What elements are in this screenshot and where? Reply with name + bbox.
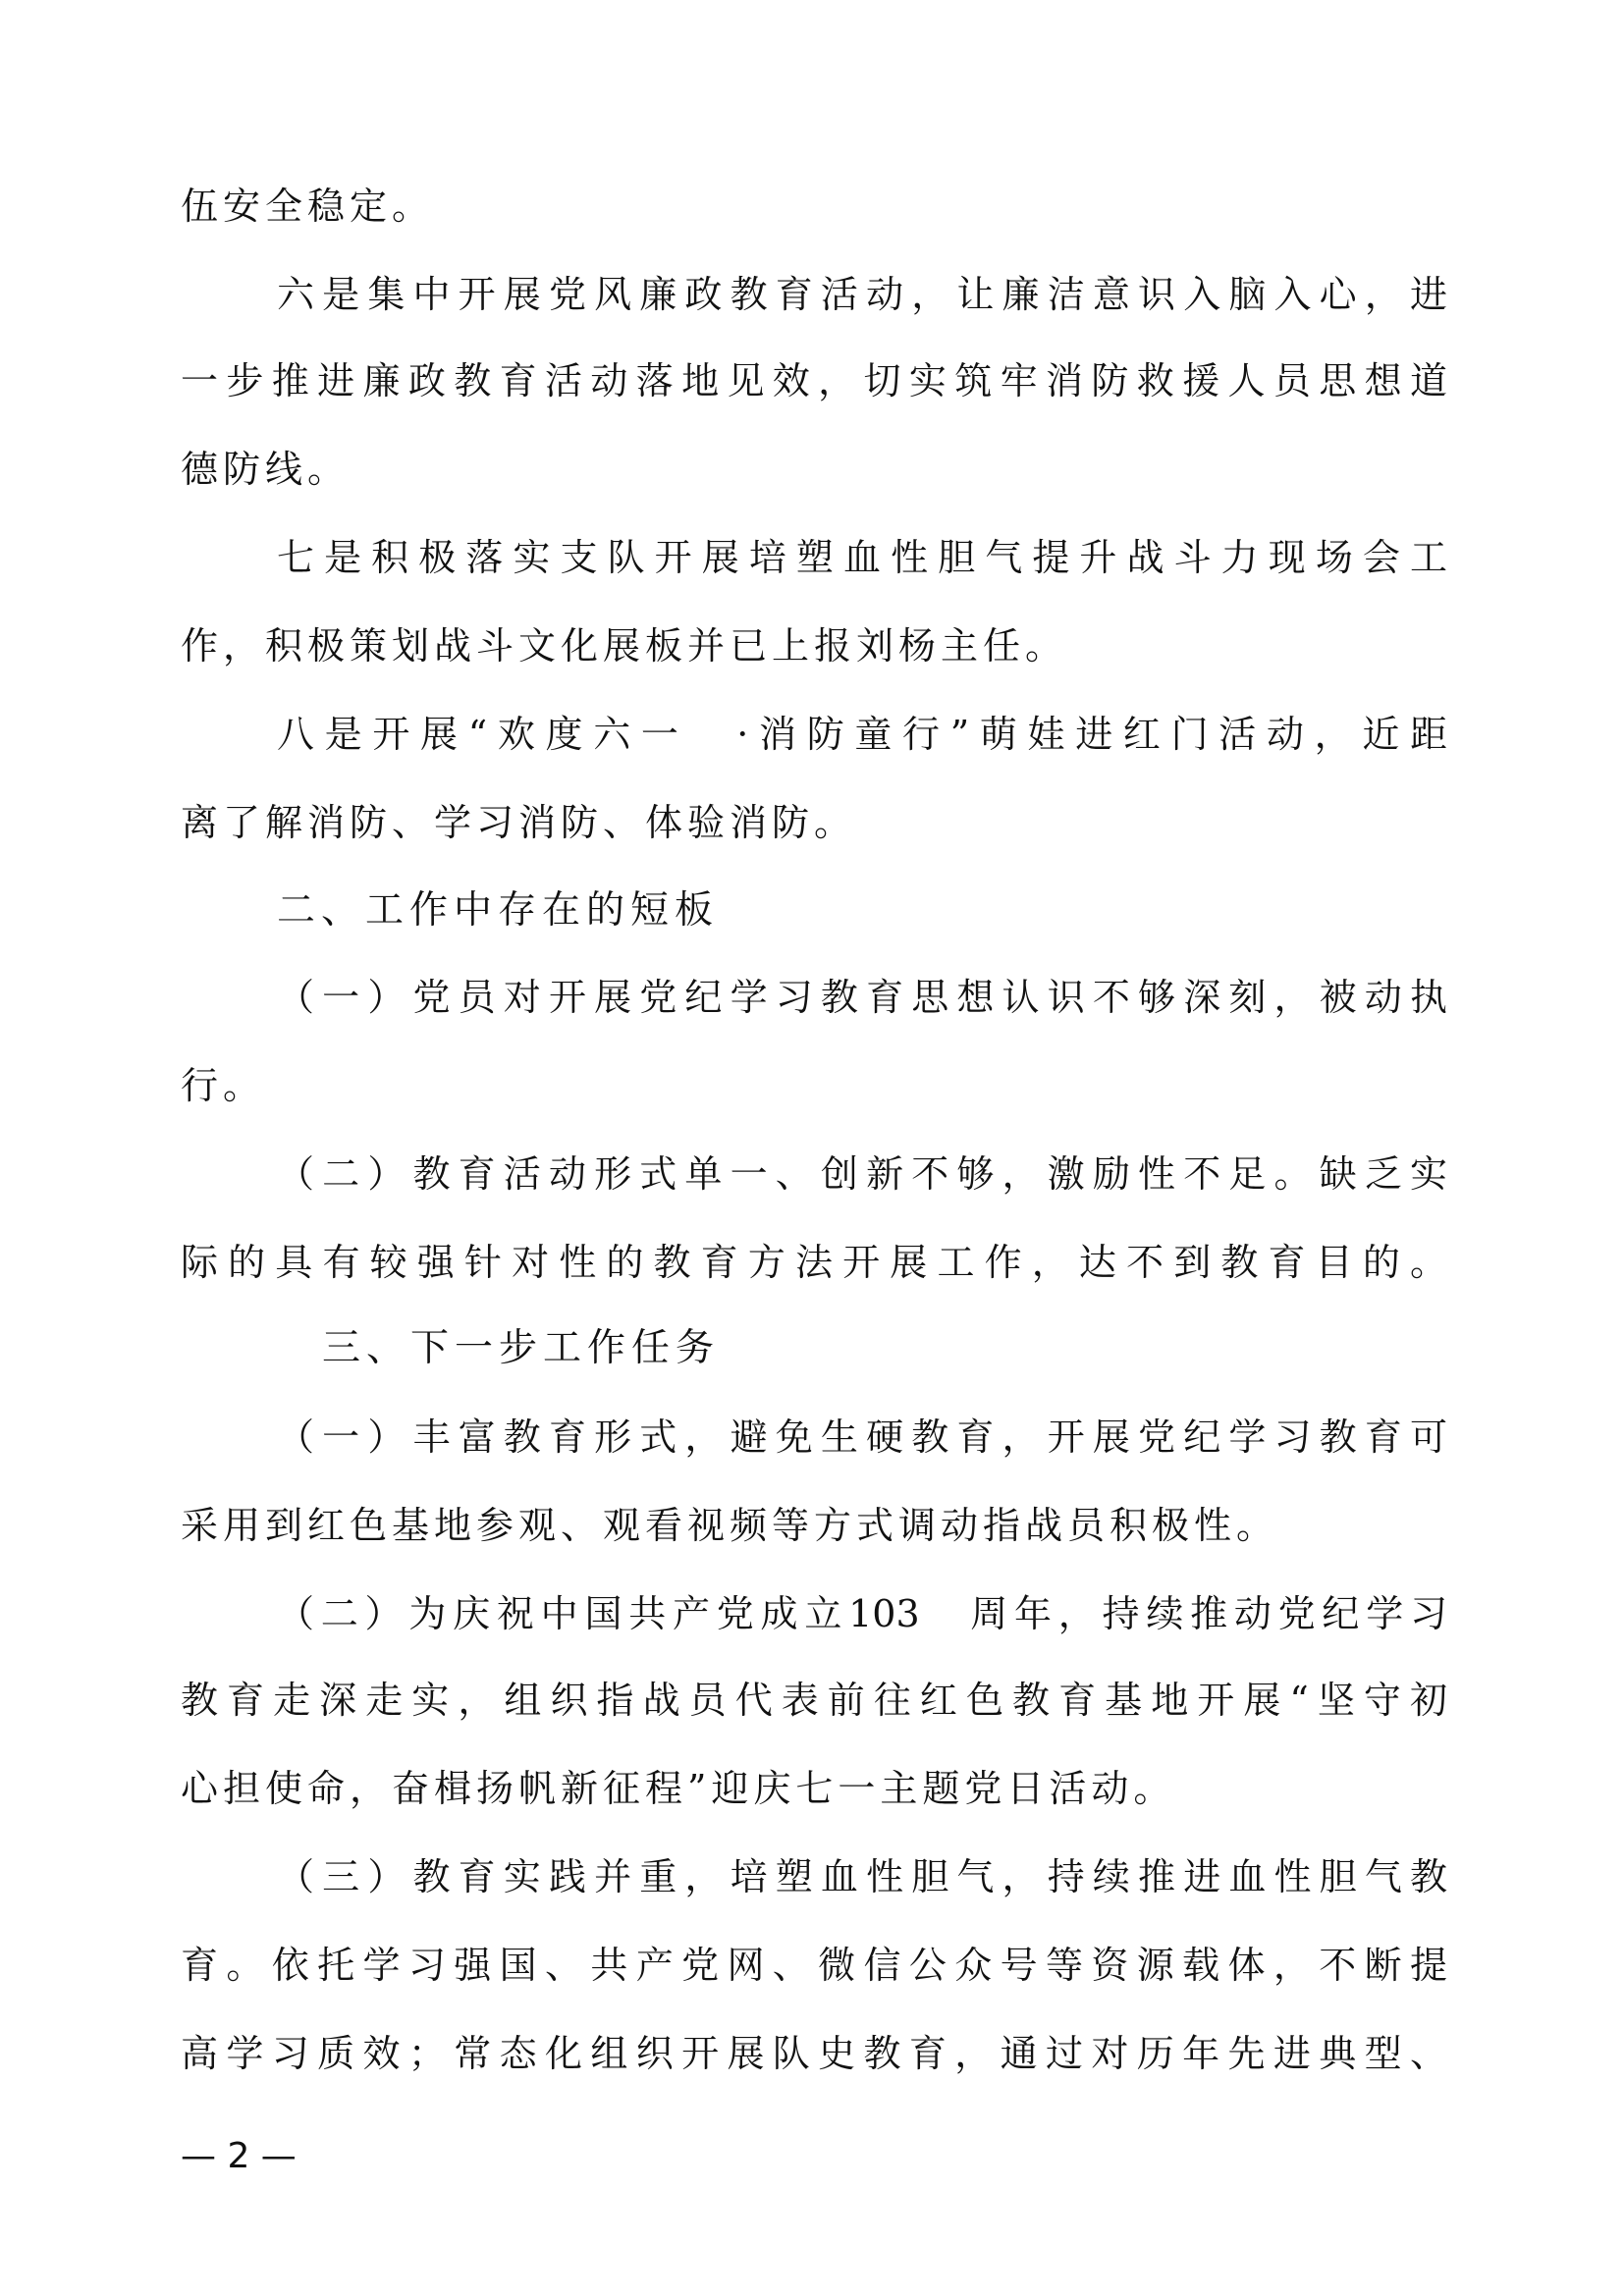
- paragraph-line: 离了解消防、学习消防、体验消防。: [181, 801, 857, 844]
- paragraph-line: 高学习质效；常态化组织开展队史教育，通过对历年先进典型、: [181, 2032, 1447, 2075]
- paragraph-line: （一）党员对开展党纪学习教育思想认识不够深刻，被动执: [277, 976, 1447, 1019]
- paragraph-line: 一步推进廉政教育活动落地见效，切实筑牢消防救援人员思想道: [181, 359, 1447, 402]
- paragraph-line: 德防线。: [181, 448, 351, 491]
- paragraph-line: 心担使命，奋楫扬帆新征程”迎庆七一主题党日活动。: [181, 1767, 1176, 1810]
- paragraph-line: （三）教育实践并重，培塑血性胆气，持续推进血性胆气教: [277, 1855, 1447, 1898]
- paragraph-line: 八是开展“欢度六一 ·消防童行”萌娃进红门活动，近距: [277, 713, 1447, 756]
- page-number: — 2 —: [181, 2136, 297, 2176]
- paragraph-line: 教育走深走实，组织指战员代表前往红色教育基地开展“坚守初: [181, 1679, 1447, 1722]
- paragraph-line: （一）丰富教育形式，避免生硬教育，开展党纪学习教育可: [277, 1415, 1447, 1459]
- paragraph-line: 六是集中开展党风廉政教育活动，让廉洁意识入脑入心，进: [277, 273, 1447, 316]
- paragraph-line: 行。: [181, 1064, 266, 1107]
- section-heading-2: 二、工作中存在的短板: [277, 888, 720, 933]
- paragraph-line: 伍安全稳定。: [181, 185, 435, 228]
- paragraph-line: 育。依托学习强国、共产党网、微信公众号等资源载体，不断提: [181, 1944, 1447, 1987]
- paragraph-line: 采用到红色基地参观、观看视频等方式调动指战员积极性。: [181, 1504, 1279, 1547]
- section-heading-3: 三、下一步工作任务: [322, 1326, 721, 1370]
- paragraph-line: （二）教育活动形式单一、创新不够，激励性不足。缺乏实: [277, 1152, 1447, 1196]
- paragraph-line: （二）为庆祝中国共产党成立103 周年，持续推动党纪学习: [277, 1592, 1447, 1635]
- paragraph-line: 作，积极策划战斗文化展板并已上报刘杨主任。: [181, 624, 1068, 667]
- paragraph-line: 七是积极落实支队开展培塑血性胆气提升战斗力现场会工: [277, 536, 1447, 579]
- paragraph-line: 际的具有较强针对性的教育方法开展工作，达不到教育目的。: [181, 1241, 1447, 1284]
